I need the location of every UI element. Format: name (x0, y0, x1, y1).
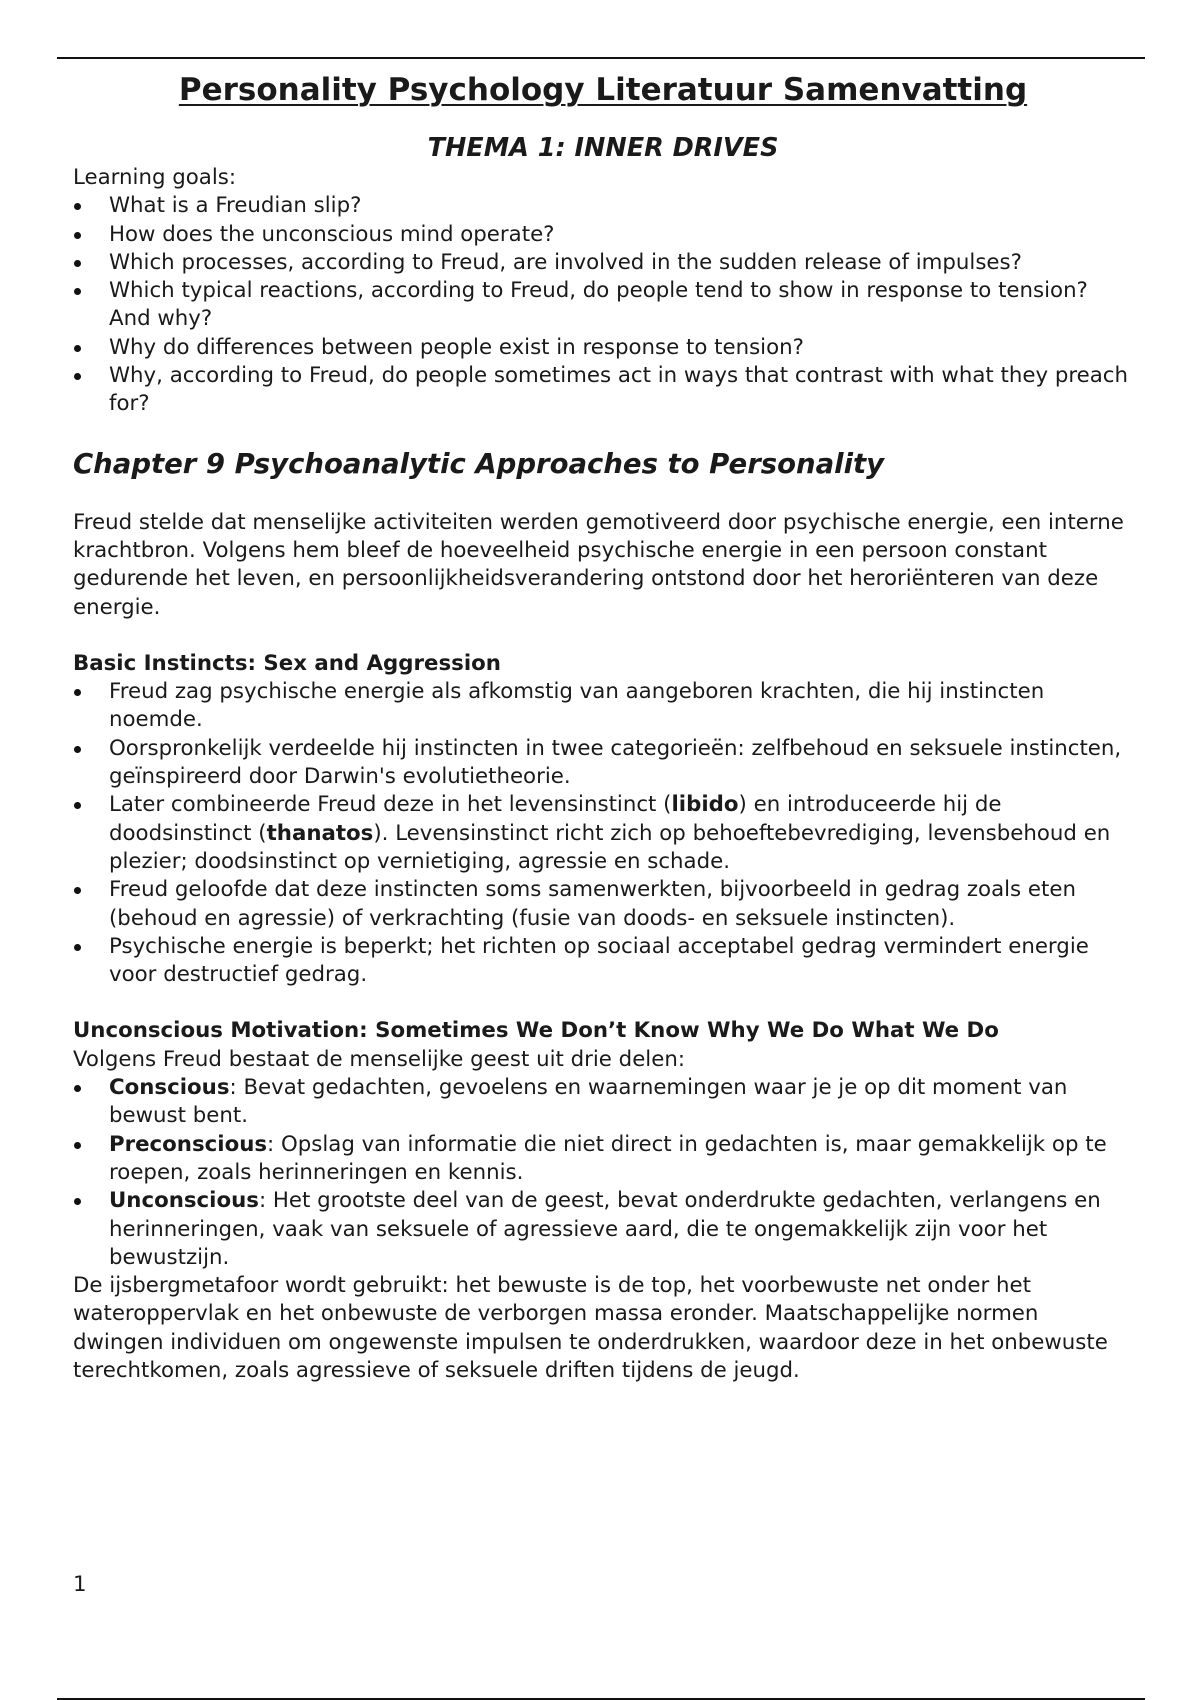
intro-paragraph: Freud stelde dat menselijke activiteiten werden gemotiveerd door psychische energie, een interne krachtbron. Volgens hem bleef de hoeveelheid psychische energie in een persoon constant gedurende het leven, en persoonlijkheidsverandering ontstond door het heroriënteren van deze energie. (73, 509, 1124, 620)
instincts-item (73, 791, 1133, 876)
instincts-item: Freud zag psychische energie als afkomstig van aangeboren krachten, die hij instincten noemde. (73, 678, 1133, 735)
instincts-list (73, 678, 1133, 989)
instincts-item: Psychische energie is beperkt; het richten op sociaal acceptabel gedrag vermindert energie voor destructief gedrag. (73, 933, 1133, 990)
term-libido: libido (671, 792, 739, 818)
learning-goal-item: What is a Freudian slip? (73, 192, 1133, 220)
mind-part-item (73, 1074, 1133, 1131)
mind-part-item (73, 1131, 1133, 1188)
instincts-item: Oorspronkelijk verdeelde hij instincten in twee categorieën: zelfbehoud en seksuele instincten, geïnspireerd door Darwin's evolutietheorie. (73, 735, 1133, 792)
document-page (73, 70, 1133, 1385)
term-unconscious: Unconscious (109, 1188, 259, 1214)
mind-parts-list (73, 1074, 1133, 1272)
learning-goals-list (73, 192, 1133, 418)
mind-part-text: : Het grootste deel van de geest, bevat onderdrukte gedachten, verlangens en herinneringen, vaak van seksuele of agressieve aard, die te ongemakkelijk zijn voor het bewustzijn. (109, 1188, 1101, 1270)
term-thanatos: thanatos (266, 820, 374, 846)
term-conscious: Conscious (109, 1075, 230, 1101)
mind-part-text: : Opslag van informatie die niet direct in gedachten is, maar gemakkelijk op te roepen, zoals herinneringen en kennis. (109, 1131, 1107, 1185)
learning-goal-item: Which typical reactions, according to Freud, do people tend to show in response to tension? And why? (73, 277, 1133, 334)
iceberg-paragraph: De ijsbergmetafoor wordt gebruikt: het bewuste is de top, het voorbewuste net onder het wateroppervlak en het onbewuste de verborgen massa eronder. Maatschappelijke normen dwingen individuen om ongewenste impulsen te onderdrukken, waardoor deze in het onbewuste terechtkomen, zoals agressieve of seksuele driften tijdens de jeugd. (73, 1273, 1108, 1383)
learning-goal-item: Why, according to Freud, do people sometimes act in ways that contrast with what they preach for? (73, 362, 1133, 419)
learning-goal-item: Why do differences between people exist in response to tension? (73, 334, 1133, 362)
instincts-text: ) en introduceerde hij de doodsinstinct ( (109, 792, 1002, 846)
section-heading-unconscious: Unconscious Motivation: Sometimes We Don’t Know Why We Do What We Do (73, 1018, 999, 1044)
term-preconscious: Preconscious (109, 1131, 268, 1157)
chapter-title: Chapter 9 Psychoanalytic Approaches to Personality (73, 447, 885, 480)
section-heading-instincts: Basic Instincts: Sex and Aggression (73, 650, 501, 676)
unconscious-lead: Volgens Freud bestaat de menselijke geest uit drie delen: (73, 1046, 685, 1072)
instincts-text: ). Levensinstinct richt zich op behoeftebevrediging, levensbehoud en plezier; doodsinstinct op vernietiging, agressie en schade. (109, 820, 1111, 874)
learning-goal-item: Which processes, according to Freud, are involved in the sudden release of impulses? (73, 249, 1133, 277)
page-number: 1 (73, 1572, 87, 1597)
theme-title: THEMA 1: INNER DRIVES (427, 133, 779, 163)
instincts-item: Freud geloofde dat deze instincten soms samenwerkten, bijvoorbeeld in gedrag zoals eten (behoud en agressie) of verkrachting (fusie van doods- en seksuele instincten). (73, 876, 1133, 933)
mind-part-text: : Bevat gedachten, gevoelens en waarnemingen waar je je op dit moment van bewust bent. (109, 1075, 1068, 1129)
mind-part-item (73, 1187, 1133, 1272)
learning-goal-item: How does the unconscious mind operate? (73, 221, 1133, 249)
top-rule (57, 57, 1145, 59)
document-title: Personality Psychology Literatuur Samenvatting (178, 72, 1028, 108)
instincts-text: Later combineerde Freud deze in het levensinstinct ( (109, 792, 672, 818)
learning-goals-label: Learning goals: (73, 165, 237, 190)
